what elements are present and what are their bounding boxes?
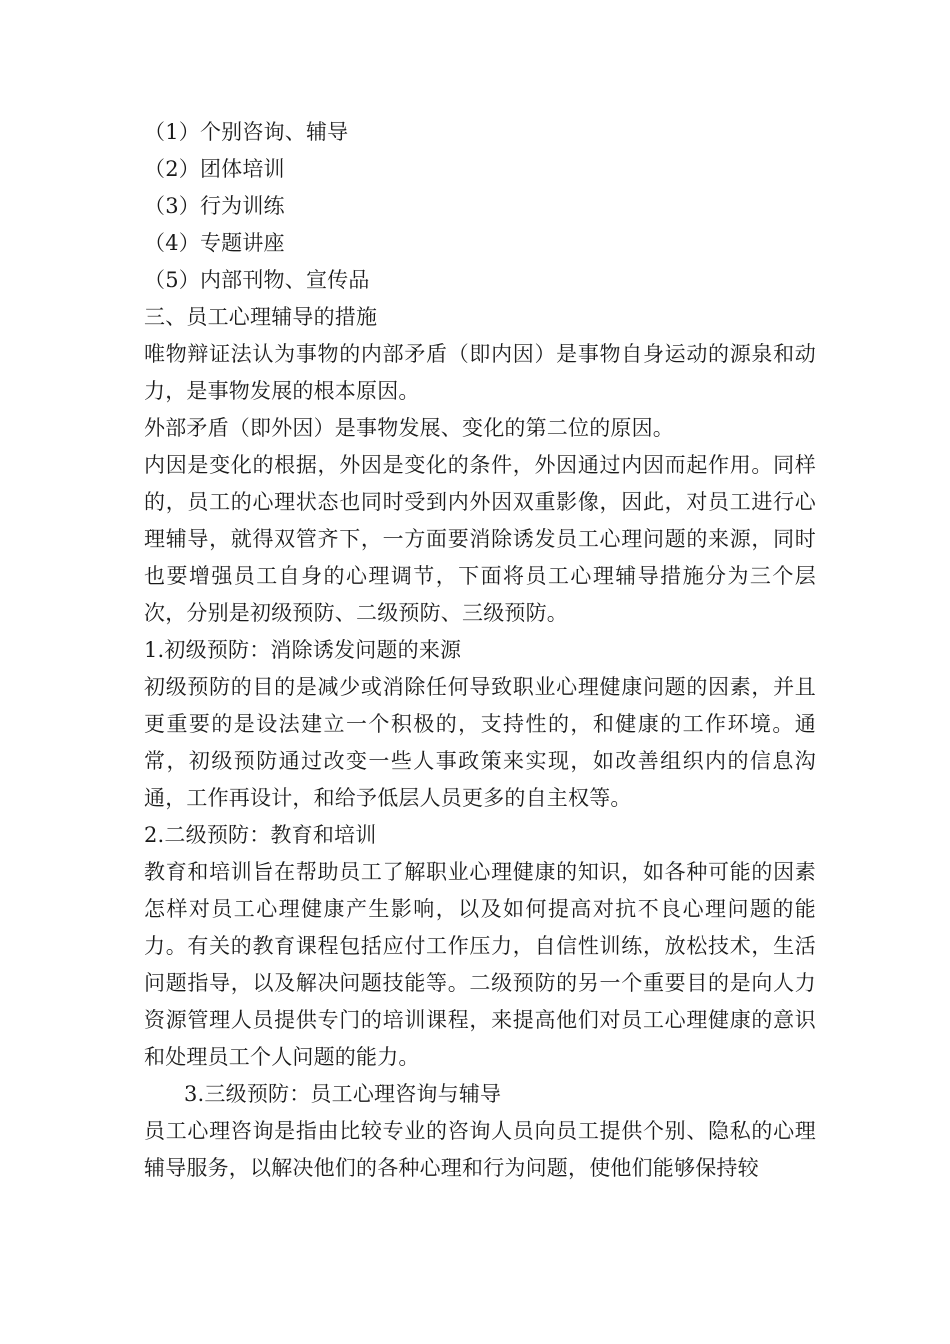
paragraph-external-cause: 外部矛盾（即外因）是事物发展、变化的第二位的原因。 (144, 416, 674, 440)
section-heading: 三、员工心理辅导的措施 (144, 305, 378, 329)
paragraph-internal-external: 内因是变化的根据，外因是变化的条件，外因通过内因而起作用。同样的，员工的心理状态也同时受到内外因双重影像，因此，对员工进行心理辅导，就得双管齐下，一方面要消除诱发员工心理问题的来源，同时也要增强员工自身的心理调节，下面将员工心理辅导措施分为三个层次，分别是初级预防、二级预防、三级预防。 (144, 453, 816, 625)
subheading-tertiary-prevention: 3.三级预防：员工心理咨询与辅导 (184, 1082, 502, 1106)
list-item: （1）个别咨询、辅导 (144, 120, 349, 144)
list-item: （4）专题讲座 (144, 231, 285, 255)
subheading-secondary-prevention: 2.二级预防：教育和培训 (144, 823, 377, 847)
subheading-primary-prevention: 1.初级预防：消除诱发问题的来源 (144, 638, 462, 662)
list-item: （5）内部刊物、宣传品 (144, 268, 370, 292)
paragraph-primary-prevention: 初级预防的目的是减少或消除任何导致职业心理健康问题的因素，并且更重要的是设法建立一个积极的，支持性的，和健康的工作环境。通常，初级预防通过改变一些人事政策来实现，如改善组织内的信息沟通，工作再设计，和给予低层人员更多的自主权等。 (144, 675, 816, 810)
paragraph-tertiary-prevention: 员工心理咨询是指由比较专业的咨询人员向员工提供个别、隐私的心理辅导服务，以解决他们的各种心理和行为问题，使他们能够保持较 (144, 1119, 816, 1180)
paragraph-dialectics: 唯物辩证法认为事物的内部矛盾（即内因）是事物自身运动的源泉和动力，是事物发展的根本原因。 (144, 342, 816, 403)
document-body (144, 114, 816, 1187)
paragraph-secondary-prevention: 教育和培训旨在帮助员工了解职业心理健康的知识，如各种可能的因素怎样对员工心理健康产生影响，以及如何提高对抗不良心理问题的能力。有关的教育课程包括应付工作压力，自信性训练，放松技术，生活问题指导，以及解决问题技能等。二级预防的另一个重要目的是向人力资源管理人员提供专门的培训课程，来提高他们对员工心理健康的意识和处理员工个人问题的能力。 (144, 860, 816, 1069)
list-item: （3）行为训练 (144, 194, 285, 218)
list-item: （2）团体培训 (144, 157, 285, 181)
